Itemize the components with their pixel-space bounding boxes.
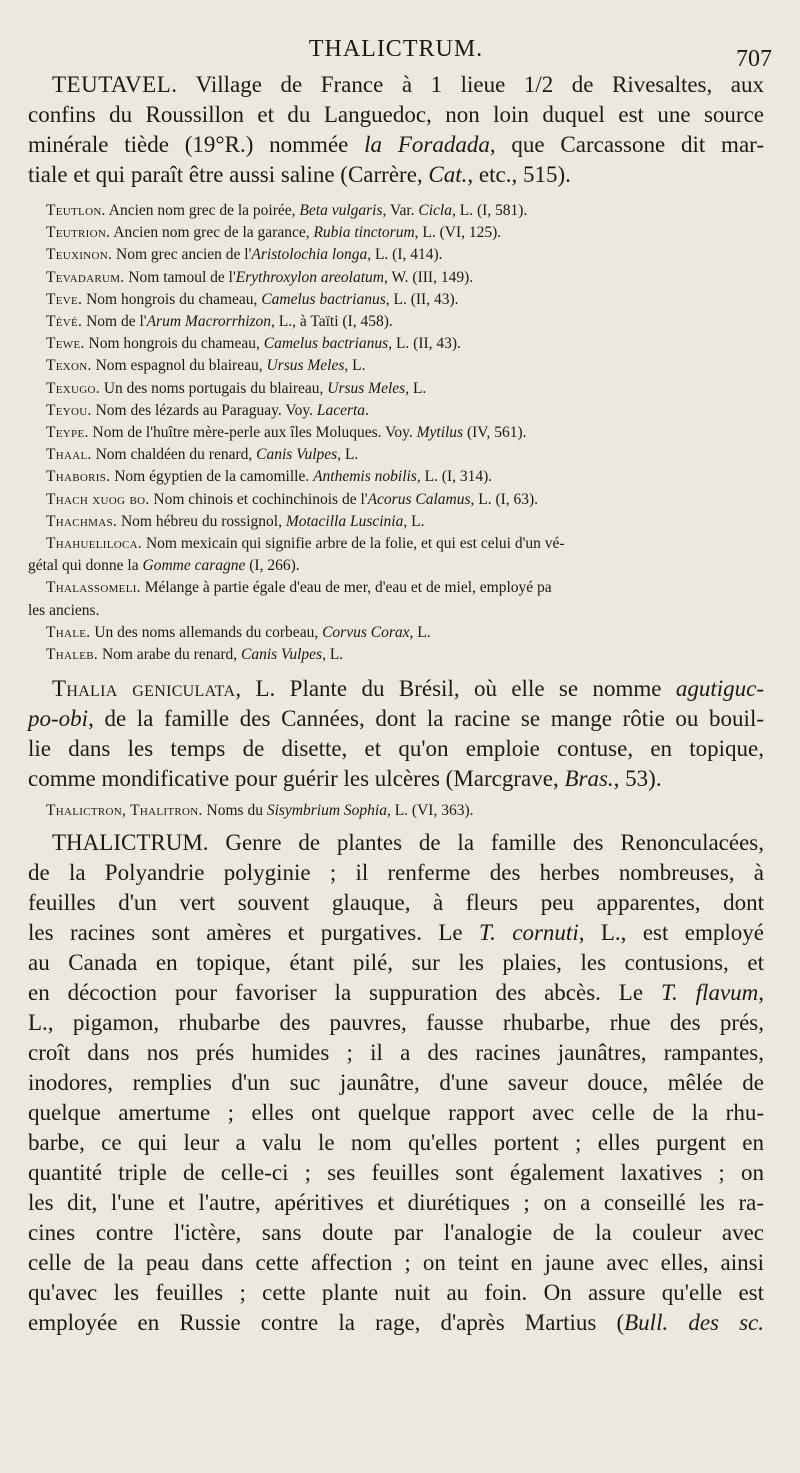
entry-headword: Teyou.: [46, 401, 92, 419]
list-item: Tevadarum. Nom tamoul de l'Erythroxylon areolatum, W. (III, 149).: [46, 268, 474, 286]
list-item: Thalictron, Thalitron. Noms du Sisymbrium Sophia, L. (VI, 363).: [46, 802, 474, 820]
entry-headword: Thaboris.: [46, 468, 111, 486]
entry-headword: Thach xuog bo.: [46, 490, 150, 508]
entry-headword: Tevadarum.: [46, 268, 125, 286]
list-item: Teutlon. Ancien nom grec de la poirée, Beta vulgaris, Var. Cicla, L. (I, 581).: [46, 202, 528, 219]
entry-continuation: les anciens.: [28, 601, 100, 619]
list-item: Teype. Nom de l'huître mère-perle aux îles Moluques. Voy. Mytilus (IV, 561).: [46, 424, 527, 442]
page-number: 707: [736, 46, 772, 72]
entry-headword: Teutrion.: [46, 224, 111, 242]
list-item: Teve. Nom hongrois du chameau, Camelus bactrianus, L. (II, 43).: [46, 290, 459, 308]
list-item: Teyou. Nom des lézards au Paraguay. Voy. Lacerta.: [46, 401, 369, 419]
entry-headword: Teuxinon.: [46, 246, 113, 264]
small-entries-list: [28, 200, 764, 666]
list-item: Tévé. Nom de l'Arum Macrorrhizon, L., à Taïti (I, 458).: [46, 313, 393, 331]
list-item: Thaleb. Nom arabe du renard, Canis Vulpes, L.: [46, 646, 344, 664]
list-item: Thach xuog bo. Nom chinois et cochinchinois de l'Acorus Calamus, L. (I, 63).: [46, 490, 539, 508]
entry-headword: Tewe.: [46, 335, 85, 353]
list-item: Thachmas. Nom hébreu du rossignol, Motacilla Luscinia, L.: [46, 512, 425, 530]
entry-headword: Teype.: [46, 424, 89, 442]
entry-thalictron: [28, 800, 764, 822]
entry-headword: Teutlon.: [46, 202, 106, 219]
list-item: Teuxinon. Nom grec ancien de l'Aristolochia longa, L. (I, 414).: [46, 246, 443, 264]
entry-continuation: gétal qui donne la Gomme caragne (I, 266).: [28, 557, 300, 575]
running-head: [28, 30, 772, 72]
list-item: Thaal. Nom chaldéen du renard, Canis Vulpes, L.: [46, 446, 359, 464]
entry-thalictrum: THALICTRUM. Genre de plantes de la famille des Renonculacées, de la Polyandrie polyginie ; il renferme des herbes nombreuses, à feuilles d'un vert souvent glauque, à fleurs peu apparentes, dont les racines sont amères et purgatives. Le T. cornuti, L., est employé au Canada en topique, étant pilé, sur les plaies, les contusions, et en décoction pour favoriser la suppuration des abcès. Le T. flavum, L., pigamon, rhubarbe des pauvres, fausse rhubarbe, rhue des prés, croît dans nos prés humides ; il a des racines jaunâtres, rampantes, inodores, remplies d'un suc jaunâtre, d'une saveur douce, mêlée de quelque amertume ; elles ont quelque rapport avec celle de la rhu- barbe, ce qui leur a valu le nom qu'elles portent ; elles purgent en quantité triple de celle-ci ; ses feuilles sont également laxatives ; on les dit, l'une et l'autre, apéritives et diurétiques ; on a conseillé les ra- cines contre l'ictère, sans doute par l'analogie de la couleur avec celle de la peau dans cette affection ; on teint en jaune avec elles, ainsi qu'avec les feuilles ; cette plante nuit au foin. On assure qu'elle est employée en Russie contre la rage, d'après Martius (Bull. des sc.: [28, 830, 765, 1336]
list-item: Thaboris. Nom égyptien de la camomille. Anthemis nobilis, L. (I, 314).: [46, 468, 493, 486]
entry-headword: Teve.: [46, 290, 83, 308]
headword-teutavel: TEUTAVEL.: [52, 72, 178, 97]
running-title: THALICTRUM.: [308, 36, 484, 62]
entry-headword: Texugo.: [46, 379, 100, 397]
headword-thalictrum: THALICTRUM.: [52, 830, 209, 856]
entry-thalia: Thalia geniculata, L. Plante du Brésil, où elle se nomme agutiguc- po-obi, de la famille des Cannées, dont la racine se mange rôtie ou bouil- lie dans les temps de disette, et qu'on emploie contuse, en topique, comme mondificative pour guérir les ulcères (Marcgrave, Bras., 53).: [28, 676, 764, 792]
list-item: Teutrion. Ancien nom grec de la garance, Rubia tinctorum, L. (VI, 125).: [46, 224, 502, 242]
entry-headword: Texon.: [46, 357, 92, 375]
entry-headword: Thaleb.: [46, 646, 99, 664]
list-item: Texugo. Un des noms portugais du blaireau, Ursus Meles, L.: [46, 379, 427, 397]
entry-headword: Thalassomeli.: [46, 579, 141, 597]
list-item: Texon. Nom espagnol du blaireau, Ursus Meles, L.: [46, 357, 366, 375]
list-item: Tewe. Nom hongrois du chameau, Camelus bactrianus, L. (II, 43).: [46, 335, 461, 353]
entry-headword: Thale.: [46, 623, 91, 641]
entry-headword: Thahueliloca.: [46, 535, 143, 553]
list-item: Thalassomeli. Mélange à partie égale d'eau de mer, d'eau et de miel, employé pa les anciens.: [28, 579, 552, 619]
list-item: Thahueliloca. Nom mexicain qui signifie arbre de la folie, et qui est celui d'un vé- gétal qui donne la Gomme caragne (I, 266).: [28, 535, 565, 575]
headword-thalia: Thalia geniculata: [52, 676, 236, 702]
entry-headword: Tévé.: [46, 313, 83, 331]
entry-headword: Thaal.: [46, 446, 92, 464]
entry-headword: Thachmas.: [46, 512, 118, 530]
list-item: Thale. Un des noms allemands du corbeau, Corvus Corax, L.: [46, 623, 431, 641]
entry-teutavel: TEUTAVEL. Village de France à 1 lieue 1/2 de Rivesaltes, aux confins du Roussillon et du Languedoc, non loin duquel est une source minérale tiède (19°R.) nommée la Foradada, que Carcassone dit mar- tiale et qui paraît être aussi saline (Carrère, Cat., etc., 515).: [28, 72, 765, 187]
